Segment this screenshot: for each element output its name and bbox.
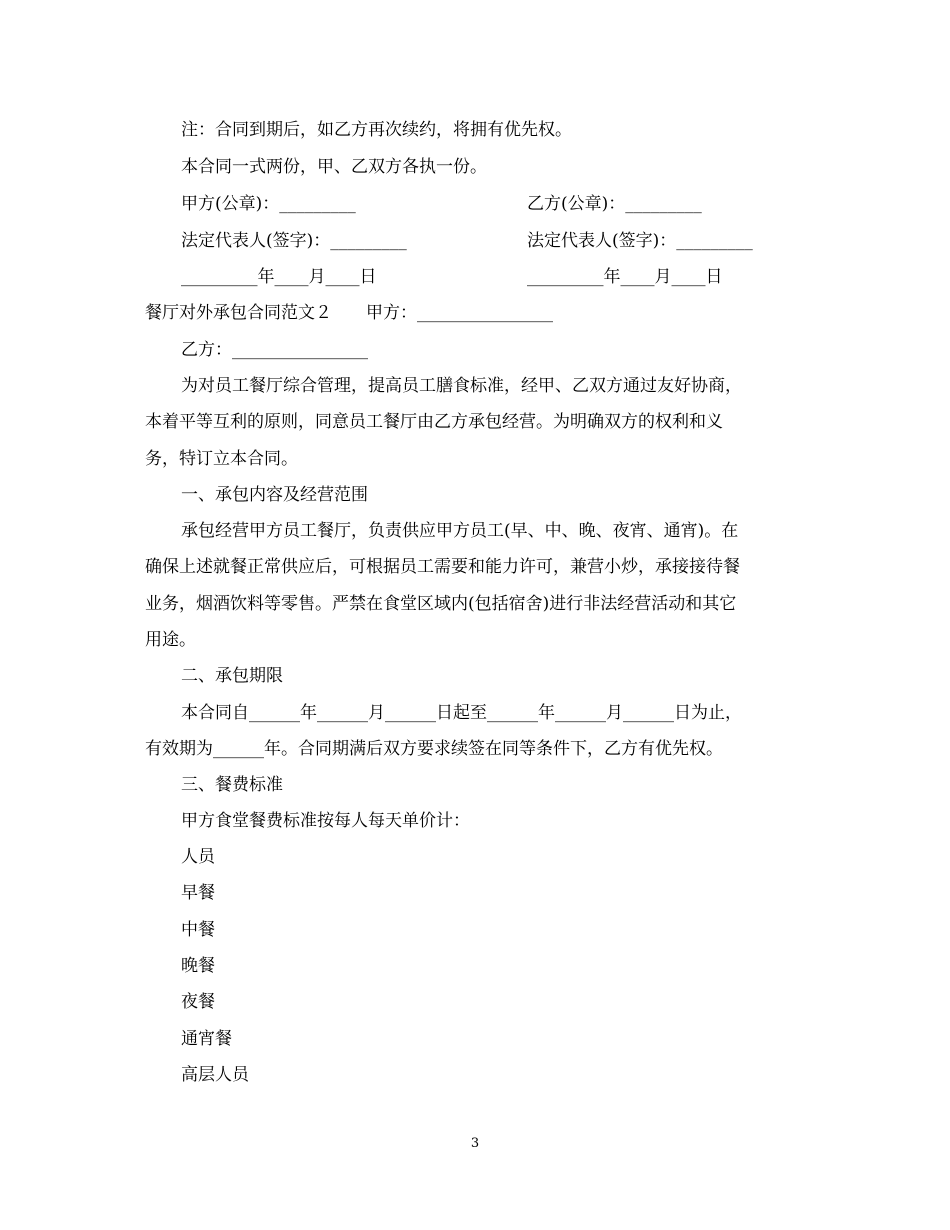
meal-item: 晚餐 (181, 956, 215, 976)
intro-line-1: 为对员工餐厅综合管理，提高员工膳食标准，经甲、乙双方通过友好协商， (181, 376, 742, 396)
party-a-rep-line: 法定代表人(签字)：_________ (181, 231, 407, 251)
meal-item: 中餐 (181, 920, 215, 940)
party-a-seal-line: 甲方(公章)：_________ (181, 194, 356, 214)
copies-paragraph: 本合同一式两份，甲、乙双方各执一份。 (181, 157, 487, 177)
section-3-intro: 甲方食堂餐费标准按每人每天单价计： (181, 811, 470, 831)
party-b-seal-line: 乙方(公章)：_________ (527, 194, 702, 214)
section-2-heading: 二、承包期限 (181, 666, 283, 686)
intro-line-2: 本着平等互利的原则，同意员工餐厅由乙方承包经营。为明确双方的权利和义 (145, 412, 723, 432)
section-1-line-4: 用途。 (145, 630, 196, 650)
meal-item: 夜餐 (181, 992, 215, 1012)
meal-item: 人员 (181, 847, 215, 867)
party-b-date-line: _________年____月____日 (527, 267, 723, 287)
section-1-line-3: 业务，烟酒饮料等零售。严禁在食堂区域内(包括宿舍)进行非法经营活动和其它 (145, 594, 737, 614)
section-1-heading: 一、承包内容及经营范围 (181, 485, 368, 505)
note-paragraph: 注：合同到期后，如乙方再次续约，将拥有优先权。 (181, 120, 572, 140)
section-1-line-1: 承包经营甲方员工餐厅，负责供应甲方员工(早、中、晚、夜宵、通宵)。在 (181, 521, 739, 541)
party-b-line: 乙方：________________ (181, 340, 368, 360)
party-b-rep-line: 法定代表人(签字)：_________ (527, 231, 753, 251)
contract-title-line: 餐厅对外承包合同范文２ 甲方：________________ (145, 303, 553, 323)
party-a-date-line: _________年____月____日 (181, 267, 377, 287)
page-number: 3 (470, 1136, 480, 1151)
section-3-heading: 三、餐费标准 (181, 775, 283, 795)
meal-item: 通宵餐 (181, 1029, 232, 1049)
section-2-line-1: 本合同自______年______月______日起至______年______月______日为止， (181, 703, 742, 723)
section-2-line-2: 有效期为______年。合同期满后双方要求续签在同等条件下，乙方有优先权。 (145, 739, 723, 759)
section-1-line-2: 确保上述就餐正常供应后，可根据员工需要和能力许可，兼营小炒，承接接待餐 (145, 557, 740, 577)
meal-item: 高层人员 (181, 1065, 249, 1085)
intro-line-3: 务，特订立本合同。 (145, 449, 298, 469)
meal-item: 早餐 (181, 883, 215, 903)
